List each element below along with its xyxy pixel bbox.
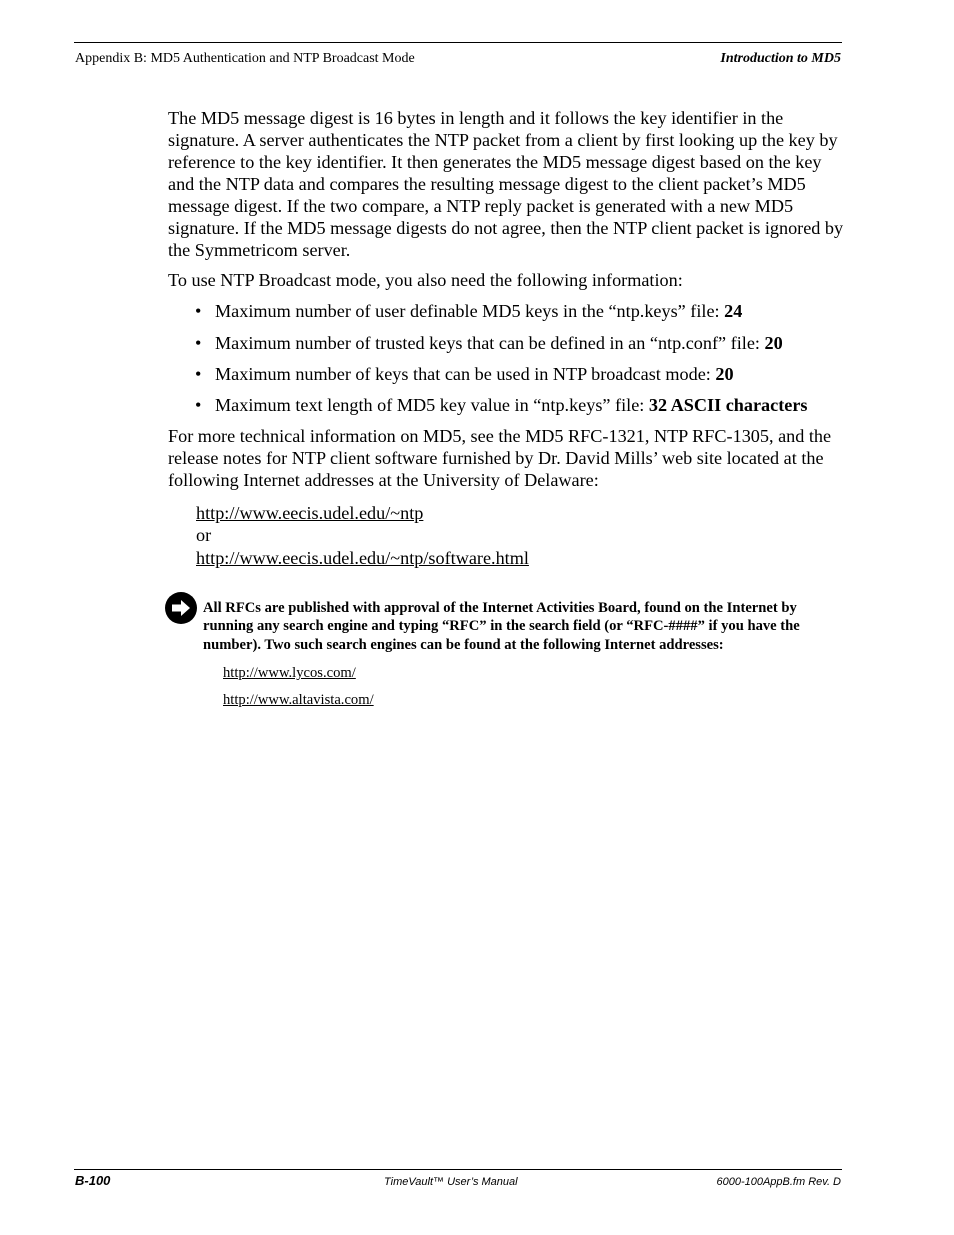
- link-ntp-software[interactable]: http://www.eecis.udel.edu/~ntp/software.html: [196, 548, 529, 568]
- footer-manual-title: TimeVault™ User’s Manual: [384, 1176, 518, 1188]
- header-rule: [74, 42, 842, 43]
- page-number: B-100: [75, 1173, 111, 1188]
- bullet-icon: •: [195, 364, 202, 384]
- list-item-value: 24: [724, 301, 743, 321]
- paragraph-technical-info: For more technical information on MD5, see the MD5 RFC-1321, NTP RFC-1305, and the release notes for NTP client software furnished by Dr. David Mills’ web site located at the following Internet addresses at the University of Delaware:: [168, 426, 832, 490]
- list-item-value: 20: [715, 364, 734, 384]
- list-item-value: 32 ASCII characters: [648, 395, 808, 415]
- bullet-icon: •: [195, 395, 202, 415]
- paragraph-broadcast-intro: To use NTP Broadcast mode, you also need the following information:: [168, 270, 683, 290]
- link-lycos[interactable]: http://www.lycos.com/: [223, 665, 356, 681]
- bullet-icon: •: [195, 333, 202, 353]
- list-item-label: Maximum number of keys that can be used in NTP broadcast mode:: [215, 364, 716, 384]
- header-chapter-title: Appendix B: MD5 Authentication and NTP Broadcast Mode: [75, 51, 415, 66]
- list-item-label: Maximum number of user definable MD5 keys in the “ntp.keys” file:: [215, 301, 725, 321]
- list-item-label: Maximum number of trusted keys that can be defined in an “ntp.conf” file:: [215, 333, 765, 353]
- link-altavista[interactable]: http://www.altavista.com/: [223, 692, 374, 708]
- arrow-right-circle-icon: [165, 592, 197, 624]
- paragraph-md5-digest: The MD5 message digest is 16 bytes in length and it follows the key identifier in the signature. A server authenticates the NTP packet from a client by first looking up the key by reference to the key identifier. It then generates the MD5 message digest based on the key and the NTP data and compares the resulting message digest to the client packet’s MD5 message digest. If the two compare, a NTP reply packet is generated with a new MD5 signature. If the MD5 message digests do not agree, then the NTP client packet is ignored by the Symmetricom server.: [168, 108, 844, 260]
- or-text: or: [196, 525, 212, 545]
- footer-file-revision: 6000-100AppB.fm Rev. D: [716, 1176, 841, 1188]
- bullet-icon: •: [195, 301, 202, 321]
- list-item-value: 20: [764, 333, 783, 353]
- footer-rule: [74, 1169, 842, 1170]
- list-item-label: Maximum text length of MD5 key value in “ntp.keys” file:: [215, 395, 649, 415]
- header-section-title: Introduction to MD5: [720, 51, 841, 66]
- link-ntp-home[interactable]: http://www.eecis.udel.edu/~ntp: [196, 503, 424, 523]
- note-text: All RFCs are published with approval of the Internet Activities Board, found on the Internet by running any search engine and typing “RFC” in the search field (or “RFC-####” if you have the number). Two such search engines can be found at the following Internet addresses:: [203, 600, 800, 653]
